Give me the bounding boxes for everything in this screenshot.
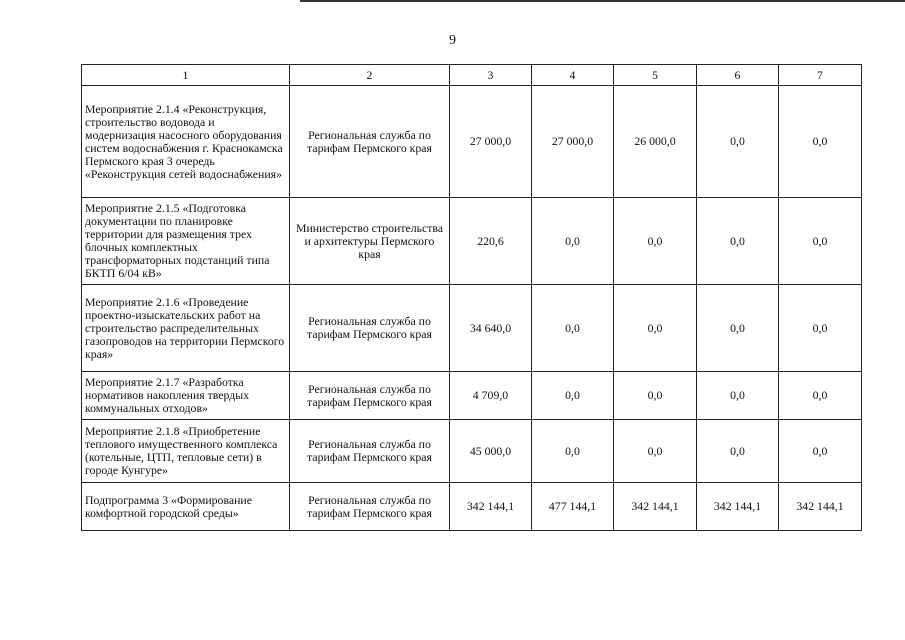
subprogram-name: Подпрограмма 3 «Формирование комфортной городской среды» [82, 483, 290, 531]
value-cell: 0,0 [779, 372, 862, 420]
value-cell: 342 144,1 [779, 483, 862, 531]
column-header: 5 [614, 65, 697, 86]
value-cell: 0,0 [697, 198, 779, 285]
measure-name: Мероприятие 2.1.4 «Реконструкция, строительство водовода и модернизация насосного оборудования систем водоснабжения г. Краснокамска Пермского края 3 очередь «Реконструкция сетей водоснабжения» [82, 86, 290, 198]
column-header: 6 [697, 65, 779, 86]
value-cell: 0,0 [532, 198, 614, 285]
table-row [82, 372, 862, 420]
funding-table [81, 64, 862, 531]
value-cell: 0,0 [697, 86, 779, 198]
value-cell: 0,0 [779, 420, 862, 483]
column-header: 7 [779, 65, 862, 86]
measure-name: Мероприятие 2.1.6 «Проведение проектно-изыскательских работ на строительство распределительных газопроводов на территории Пермского края» [82, 285, 290, 372]
value-cell: 0,0 [532, 420, 614, 483]
value-cell: 45 000,0 [450, 420, 532, 483]
value-cell: 0,0 [614, 198, 697, 285]
executor-name: Региональная служба по тарифам Пермского края [290, 420, 450, 483]
executor-name: Региональная служба по тарифам Пермского края [290, 86, 450, 198]
value-cell: 342 144,1 [614, 483, 697, 531]
measure-name: Мероприятие 2.1.8 «Приобретение теплового имущественного комплекса (котельные, ЦТП, тепловые сети) в городе Кунгуре» [82, 420, 290, 483]
executor-name: Министерство строительства и архитектуры Пермского края [290, 198, 450, 285]
value-cell: 4 709,0 [450, 372, 532, 420]
measure-name: Мероприятие 2.1.5 «Подготовка документации по планировке территории для размещения трех блочных комплектных трансформаторных подстанций типа БКТП 6/04 кВ» [82, 198, 290, 285]
value-cell: 477 144,1 [532, 483, 614, 531]
header-row [82, 65, 862, 86]
value-cell: 0,0 [779, 198, 862, 285]
value-cell: 34 640,0 [450, 285, 532, 372]
table-row [82, 198, 862, 285]
value-cell: 0,0 [614, 285, 697, 372]
value-cell: 27 000,0 [532, 86, 614, 198]
column-header: 2 [290, 65, 450, 86]
table-row [82, 420, 862, 483]
table-row [82, 483, 862, 531]
value-cell: 342 144,1 [450, 483, 532, 531]
value-cell: 342 144,1 [697, 483, 779, 531]
column-header: 3 [450, 65, 532, 86]
page-number: 9 [449, 33, 456, 48]
executor-name: Региональная служба по тарифам Пермского края [290, 285, 450, 372]
table-row [82, 86, 862, 198]
column-header: 1 [82, 65, 290, 86]
value-cell: 0,0 [697, 420, 779, 483]
measure-name: Мероприятие 2.1.7 «Разработка нормативов накопления твердых коммунальных отходов» [82, 372, 290, 420]
value-cell: 0,0 [779, 285, 862, 372]
table-row [82, 285, 862, 372]
value-cell: 26 000,0 [614, 86, 697, 198]
value-cell: 0,0 [532, 372, 614, 420]
value-cell: 0,0 [697, 372, 779, 420]
value-cell: 27 000,0 [450, 86, 532, 198]
top-border-line [300, 0, 905, 2]
value-cell: 0,0 [614, 420, 697, 483]
executor-name: Региональная служба по тарифам Пермского края [290, 372, 450, 420]
value-cell: 0,0 [779, 86, 862, 198]
value-cell: 0,0 [697, 285, 779, 372]
value-cell: 220,6 [450, 198, 532, 285]
value-cell: 0,0 [614, 372, 697, 420]
executor-name: Региональная служба по тарифам Пермского края [290, 483, 450, 531]
column-header: 4 [532, 65, 614, 86]
value-cell: 0,0 [532, 285, 614, 372]
